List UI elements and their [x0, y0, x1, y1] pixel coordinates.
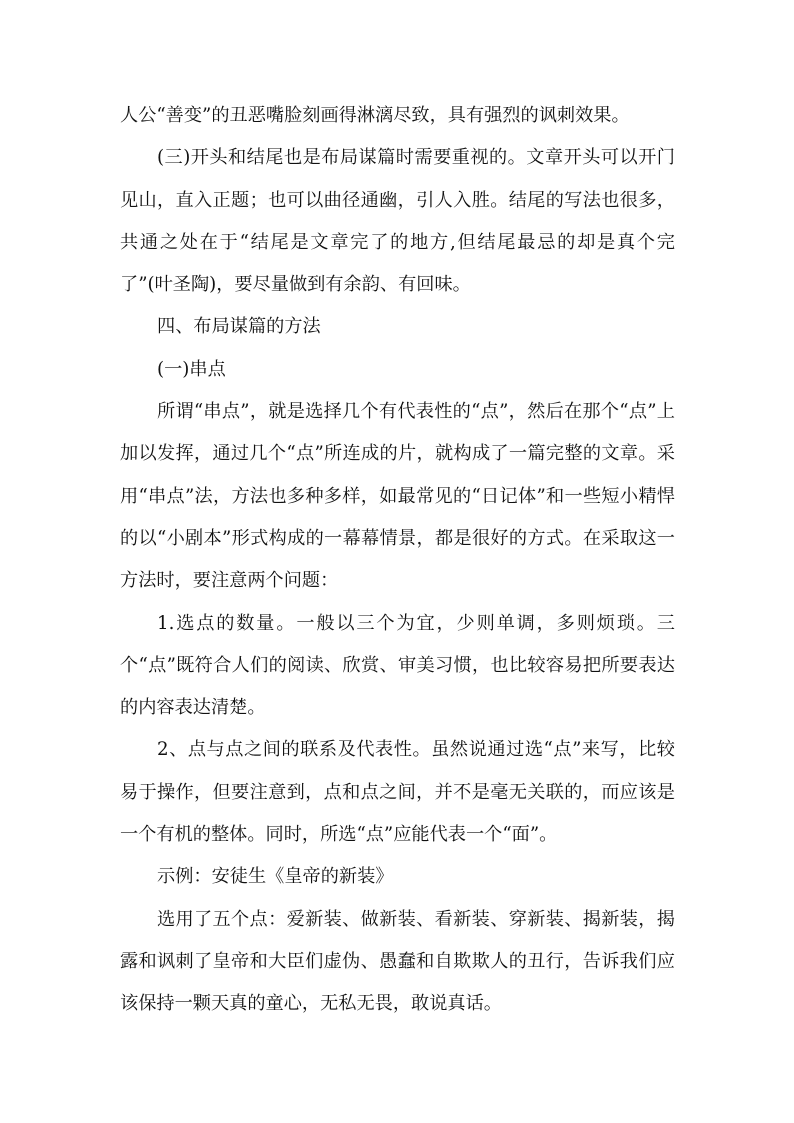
- section-heading-methods: 四、布局谋篇的方法: [157, 316, 321, 338]
- paragraph-point-count: 1.选点的数量。一般以三个为宜，少则单调，多则烦琐。三个“点”既符合人们的阅读、欣赏、审美习惯，也比较容易把所要表达的内容表达清楚。: [120, 612, 675, 719]
- paragraph-opening-ending: (三)开头和结尾也是布局谋篇时需要重视的。文章开头可以开门见山，直入正题；也可以曲径通幽，引人入胜。结尾的写法也很多，共通之处在于“结尾是文章完了的地方,但结尾最忌的却是真个完了”(叶圣陶)，要尽量做到有余韵、有回味。: [120, 147, 675, 296]
- example-heading: 示例：安徒生《皇帝的新装》: [157, 866, 394, 888]
- paragraph-point-relation: 2、点与点之间的联系及代表性。虽然说通过选“点”来写，比较易于操作，但要注意到，点和点之间，并不是毫无关联的，而应该是一个有机的整体。同时，所选“点”应能代表一个“面”。: [120, 739, 675, 846]
- document-page: [120, 95, 675, 1026]
- paragraph-chuandian-definition: 所谓“串点”，就是选择几个有代表性的“点”，然后在那个“点”上加以发挥，通过几个“点”所连成的片，就构成了一篇完整的文章。采用“串点”法，方法也多种多样，如最常见的“日记体”和一些短小精悍的以“小剧本”形式构成的一幕幕情景，都是很好的方式。在采取这一方法时，要注意两个问题：: [120, 401, 675, 592]
- paragraph-example-body: 选用了五个点：爱新装、做新装、看新装、穿新装、揭新装，揭露和讽刺了皇帝和大臣们虚伪、愚蠢和自欺欺人的丑行，告诉我们应该保持一颗天真的童心，无私无畏，敢说真话。: [120, 908, 675, 1015]
- subsection-heading-chuandian: (一)串点: [157, 358, 226, 380]
- paragraph-continuation: 人公“善变”的丑恶嘴脸刻画得淋漓尽致，具有强烈的讽刺效果。: [120, 105, 630, 126]
